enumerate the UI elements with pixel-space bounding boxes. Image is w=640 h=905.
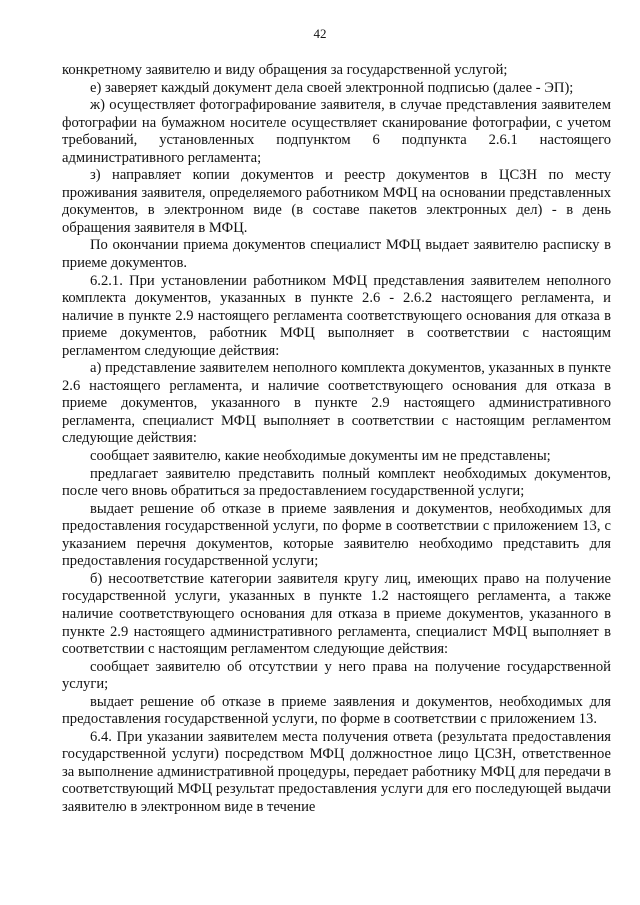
paragraph-informs-no-right: сообщает заявителю об отсутствии у него права на получение государственной услуги; bbox=[62, 658, 611, 693]
paragraph-6-4: 6.4. При указании заявителем места получения ответа (результата предоставления государственной услуги) посредством МФЦ должностное лицо ЦСЗН, ответственное за выполнение административной процедуры, передает работнику МФЦ для передачи в соответствующий МФЦ результат предоставления услуги для его последующей выдачи заявителю в электронном виде в течение bbox=[62, 728, 611, 815]
paragraph-informs-missing: сообщает заявителю, какие необходимые документы им не представлены; bbox=[90, 448, 551, 465]
page-number: 42 bbox=[313, 26, 327, 41]
paragraph-6-2-1: 6.2.1. При установлении работником МФЦ представления заявителем неполного комплекта документов, указанных в пункте 2.6 - 2.6.2 настоящего регламента, и наличие в пункте 2.9 настоящего регламента соответствующего основания для отказа в приеме документов, работник МФЦ выполняет в соответствии с настоящим регламентом следующие действия: bbox=[62, 272, 611, 359]
document-body bbox=[62, 62, 611, 817]
paragraph-item-e: е) заверяет каждый документ дела своей электронной подписью (далее - ЭП); bbox=[90, 79, 574, 96]
paragraph-item-a: а) представление заявителем неполного комплекта документов, указанных в пункте 2.6 настоящего регламента, и наличие соответствующего основания для отказа в приеме документов, указанного в пункте 2.9 настоящего административного регламента, специалист МФЦ выполняет в соответствии с настоящим регламентом следующие действия: bbox=[62, 360, 611, 447]
paragraph-item-zh: ж) осуществляет фотографирование заявителя, в случае представления заявителем фотографии на бумажном носителе осуществляет сканирование фотографии, с учетом требований, установленных подпунктом 6 подпункта 2.6.1 настоящего административного регламента; bbox=[62, 97, 611, 166]
paragraph-offers-full-set: предлагает заявителю представить полный комплект необходимых документов, после чего вновь обратиться за предоставлением государственной услуги; bbox=[62, 465, 611, 500]
paragraph-item-z: з) направляет копии документов и реестр документов в ЦСЗН по месту проживания заявителя, определяемого работником МФЦ на основании представленных документов, в электронном виде (в составе пакетов электронных дел) - в день обращения заявителя в МФЦ. bbox=[62, 167, 611, 236]
paragraph-receipt: По окончании приема документов специалист МФЦ выдает заявителю расписку в приеме документов. bbox=[62, 237, 611, 272]
paragraph-item-b: б) несоответствие категории заявителя кругу лиц, имеющих право на получение государственной услуги, указанных в пункте 1.2 настоящего регламента, а также наличие соответствующего основания для отказа в приеме документов, указанного в пункте 2.9 настоящего административного регламента, специалист МФЦ выполняет в соответствии с настоящим регламентом следующие действия: bbox=[62, 570, 611, 658]
paragraph-issues-refusal-a: выдает решение об отказе в приеме заявления и документов, необходимых для предоставления государственной услуги, по форме в соответствии с приложением 13, с указанием перечня документов, которые заявителю необходимо представить для предоставления государственной услуги; bbox=[62, 500, 611, 570]
paragraph-issues-refusal-b: выдает решение об отказе в приеме заявления и документов, необходимых для предоставления государственной услуги, по форме в соответствии с приложением 13. bbox=[62, 693, 611, 728]
paragraph-continuation: конкретному заявителю и виду обращения за государственной услугой; bbox=[62, 62, 508, 78]
